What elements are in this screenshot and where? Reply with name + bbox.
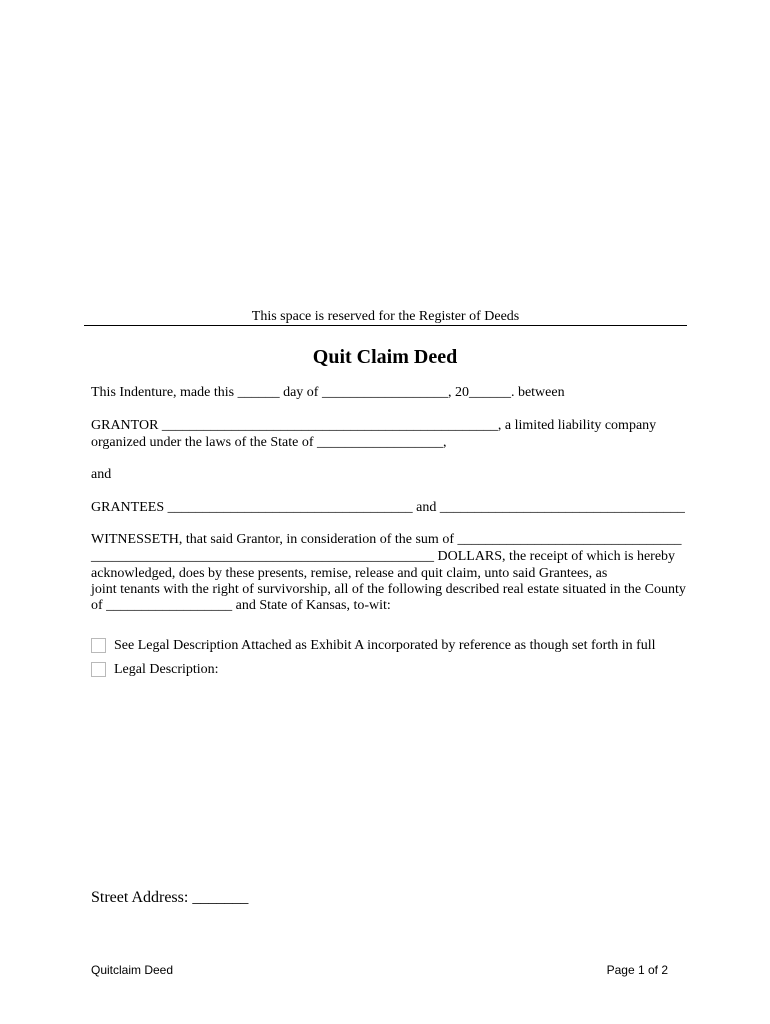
exhibit-a-checkbox[interactable] (91, 638, 106, 653)
street-address: Street Address: _______ (91, 889, 249, 906)
document-title: Quit Claim Deed (312, 346, 458, 368)
grantor-line-1: GRANTOR ________________________________________________, a limited liability company (91, 418, 657, 433)
witness-line-4: joint tenants with the right of survivorship, all of the following described real estate situated in the County (91, 582, 686, 597)
witness-line-5: of __________________ and State of Kansas, to-wit: (91, 598, 391, 613)
footer-page-number: Page 1 of 2 (606, 963, 668, 977)
register-text: This space is reserved for the Register of Deeds (251, 309, 520, 324)
witness-line-1: WITNESSETH, that said Grantor, in consideration of the sum of ________________________________ (91, 532, 682, 547)
register-reserved-text (84, 309, 687, 325)
grantor-line-2: organized under the laws of the State of __________________, (91, 435, 447, 450)
legal-description-label: Legal Description: (114, 662, 219, 677)
footer-left: Quitclaim Deed (91, 963, 174, 977)
legal-description-checkbox[interactable] (91, 662, 106, 677)
and-text: and (91, 467, 112, 482)
indenture-line: This Indenture, made this ______ day of __________________, 20______. between (91, 385, 565, 400)
register-line (84, 325, 687, 326)
witness-line-3: acknowledged, does by these presents, remise, release and quit claim, unto said Grantees, as (91, 566, 608, 581)
exhibit-a-label: See Legal Description Attached as Exhibit A incorporated by reference as though set forth in full (114, 638, 656, 653)
witness-line-2: _________________________________________________ DOLLARS, the receipt of which is hereby (91, 549, 676, 564)
grantees-line: GRANTEES ___________________________________ and ___________________________________ (91, 500, 685, 515)
